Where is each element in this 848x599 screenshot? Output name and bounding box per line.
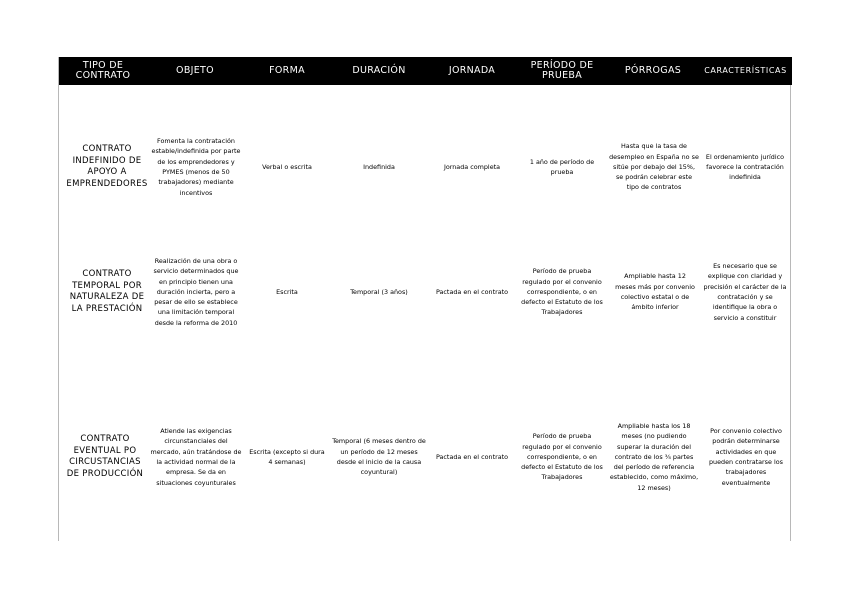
header-prorrogas: PÓRROGAS bbox=[624, 64, 682, 76]
table-header bbox=[59, 57, 792, 85]
cell-periodo: Período de prueba regulado por el convenio correspondiente, o en defecto el Estatuto de los Trabajadores bbox=[521, 267, 603, 317]
header-forma: FORMA bbox=[269, 64, 305, 76]
cell-jornada: Pactada en el contrato bbox=[435, 287, 509, 296]
cell-tipo: CONTRATO EVENTUAL PO CIRCUSTANCIAS DE PRODUCCIÓN bbox=[66, 434, 144, 479]
cell-jornada: Pactada en el contrato bbox=[435, 452, 509, 461]
cell-caracteristicas: El ordenamiento jurídico favorece la contratación indefinida bbox=[705, 152, 785, 182]
cell-forma: Escrita (excepto si dura 4 semanas) bbox=[249, 447, 325, 466]
cell-forma: Escrita bbox=[276, 287, 298, 296]
cell-duracion: Indefinida bbox=[363, 162, 395, 171]
header-jornada: JORNADA bbox=[448, 64, 496, 76]
header-duracion: DURACIÓN bbox=[352, 64, 406, 76]
header-tipo: TIPO DE CONTRATO bbox=[75, 59, 131, 81]
cell-objeto: Realización de una obra o servicio determinados que en principio tienen una duración incierta, pero a pesar de ello se establece una limitación temporal desde la reforma de 2010 bbox=[153, 256, 239, 327]
cell-tipo: CONTRATO TEMPORAL POR NATURALEZA DE LA PRESTACIÓN bbox=[69, 269, 145, 314]
header-objeto: OBJETO bbox=[176, 64, 214, 76]
cell-jornada: Jornada completa bbox=[443, 162, 501, 171]
header-periodo: PERÍODO DE PRUEBA bbox=[530, 59, 594, 81]
cell-prorrogas: Ampliable hasta 12 meses más por convenio colectivo estatal o de ámbito inferior bbox=[615, 272, 695, 312]
cell-prorrogas: Hasta que la tasa de desempleo en España no se sitúe por debajo del 15%, se podrán celebrar este tipo de contratos bbox=[609, 142, 699, 192]
cell-caracteristicas: Es necesario que se explique con claridad y precisión el carácter de la contratación y se identifique la obra o servicio a constituir bbox=[703, 262, 787, 322]
cell-duracion: Temporal (6 meses dentro de un período de 12 meses desde el inicio de la causa coyuntural) bbox=[332, 437, 426, 477]
cell-caracteristicas: Por convenio colectivo podrán determinarse actividades en que pueden contratarse los trabajadores eventualmente bbox=[709, 427, 783, 487]
cell-objeto: Fomenta la contratación estable/indefinida por parte de los emprendedores y PYMES (menos de 50 trabajadores) mediante incentivos bbox=[151, 137, 241, 197]
contracts-table bbox=[58, 57, 791, 541]
cell-periodo: 1 año de período de prueba bbox=[529, 157, 595, 176]
cell-periodo: Período de prueba regulado por el convenio correspondiente, o en defecto el Estatuto de los Trabajadores bbox=[521, 432, 603, 482]
cell-forma: Verbal o escrita bbox=[262, 162, 312, 171]
cell-tipo: CONTRATO INDEFINIDO DE APOYO A EMPRENDEDORES bbox=[66, 144, 148, 189]
header-caracteristicas: CARACTERÍSTICAS bbox=[704, 65, 787, 75]
cell-duracion: Temporal (3 años) bbox=[350, 287, 408, 296]
cell-prorrogas: Ampliable hasta los 18 meses (no pudiendo superar la duración del contrato de los ¾ partes del período de referencia establecido, como máximo, 12 meses) bbox=[609, 421, 699, 492]
cell-objeto: Atiende las exigencias circunstanciales del mercado, aún tratándose de la actividad normal de la empresa. Se da en situaciones coyunturales bbox=[150, 427, 242, 487]
